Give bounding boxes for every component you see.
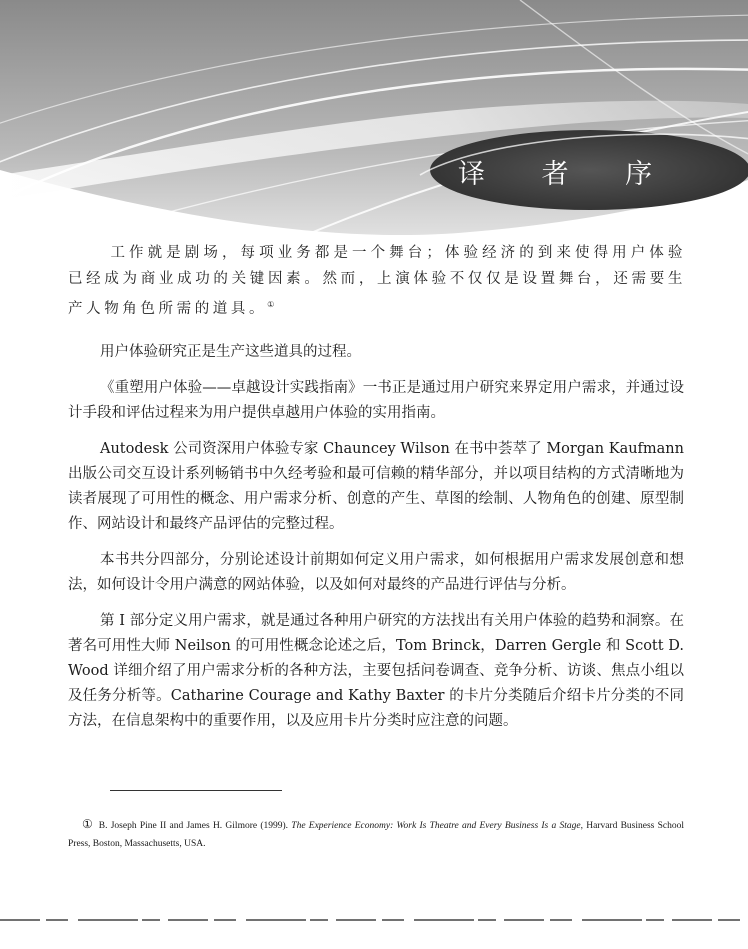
paragraph: 第 I 部分定义用户需求，就是通过各种用户研究的方法找出有关用户体验的趋势和洞察。在著名可用性大师 Neilson 的可用性概念论述之后，Tom Brinck，Darren Gergle 和 Scott D. Wood 详细介绍了用户需求分析的各种方法，主要包括问卷调查、竞争分析、访谈、焦点小组以及任务分析等。Catharine Courage and Kathy Baxter 的卡片分类随后介绍卡片分类的不同方法，在信息架构中的重要作用，以及应用卡片分类时应注意的问题。 [68,613,684,729]
paragraph: 《重塑用户体验——卓越设计实践指南》一书正是通过用户研究来界定用户需求，并通过设计手段和评估过程来为用户提供卓越用户体验的实用指南。 [68,380,684,421]
footnote-authors: B. Joseph Pine II and James H. Gilmore (1999). [98,821,289,831]
page-title: 译 者 序 [458,159,677,190]
scan-edge-line [0,918,748,922]
footnote-publisher: , Harvard Business School Press, Boston, Massachusetts, USA. [68,821,685,849]
footnote [68,815,684,853]
epigraph [68,240,686,322]
footnote-marker: ① [82,817,93,831]
paragraph: 本书共分四部分，分别论述设计前期如何定义用户需求，如何根据用户需求发展创意和想法，如何设计令用户满意的网站体验，以及如何对最终的产品进行评估与分析。 [68,552,684,593]
footnote-book-title: The Experience Economy: Work Is Theatre and Every Business Is a Stage [291,821,581,831]
footnote-divider [110,790,282,791]
epigraph-footnote-marker[interactable]: ① [267,300,275,309]
paragraph: Autodesk 公司资深用户体验专家 Chauncey Wilson 在书中荟萃了 Morgan Kaufmann 出版公司交互设计系列畅销书中久经考验和最可信赖的精华部分，并以项目结构的方式清晰地为读者展现了可用性的概念、用户需求分析、创意的产生、草图的绘制、人物角色的创建、原型制作、网站设计和最终产品评估的完整过程。 [68,441,684,532]
preface-body [68,340,684,745]
paragraph: 用户体验研究正是生产这些道具的过程。 [100,344,361,360]
epigraph-text: 工作就是剧场，每项业务都是一个舞台；体验经济的到来使得用户体验已经成为商业成功的关键因素。然而，上演体验不仅仅是设置舞台，还需要生产人物角色所需的道具。 [68,245,686,317]
